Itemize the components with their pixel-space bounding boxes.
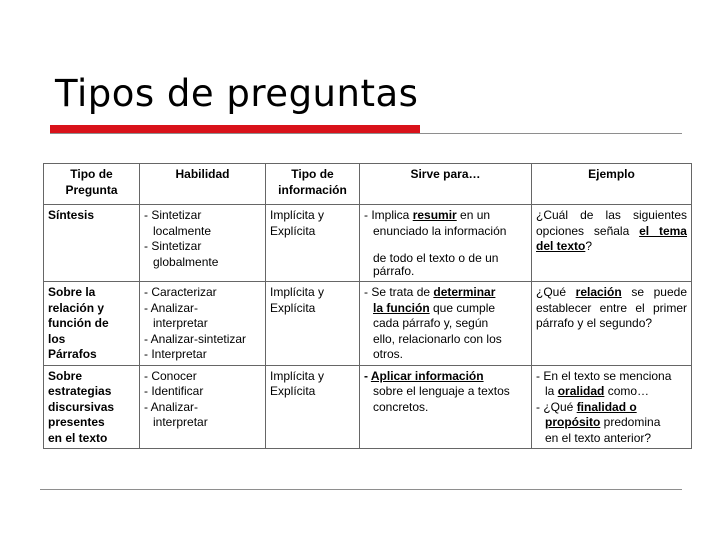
table-row [44, 205, 692, 282]
cell-ejemplo [532, 365, 692, 449]
cell-ejemplo [532, 282, 692, 366]
cell-line [536, 400, 687, 416]
cell-line: presentes [48, 415, 105, 429]
cell-ejemplo [532, 205, 692, 282]
cell-line: otros. [373, 347, 404, 361]
cell-tipo [44, 282, 140, 366]
footer-rule [40, 489, 682, 490]
cell-line: interpretar [153, 415, 208, 429]
cell-info [266, 282, 360, 366]
cell-line: concretos. [373, 399, 429, 414]
cell-line: Implícita y [270, 285, 325, 299]
cell-info [266, 365, 360, 449]
text-run: predomina [600, 415, 661, 429]
cell-line: enunciado la información [373, 223, 507, 238]
cell-line: - Analizar- [144, 399, 199, 414]
cell-tipo [44, 365, 140, 449]
cell-line: Sobre [48, 368, 83, 383]
cell-line: - Analizar- [144, 300, 199, 315]
cell-line: sobre el lenguaje a textos [373, 384, 510, 398]
keyword: la función [373, 300, 430, 315]
cell-line: Implícita y [270, 368, 325, 383]
text-run: como… [604, 384, 650, 398]
cell-line: Explícita [270, 223, 316, 238]
cell-line: los [48, 331, 66, 346]
cell-line: - Sintetizar [144, 239, 202, 253]
cell-line [364, 301, 527, 317]
cell-line: - Caracterizar [144, 285, 217, 299]
keyword: oralidad [557, 384, 605, 398]
cell-line: - Identificar [144, 384, 204, 398]
cell-line: ello, relacionarlo con los [373, 331, 502, 346]
cell-line: globalmente [153, 254, 219, 269]
cell-line: relación y [48, 300, 105, 315]
keyword: determinar [433, 285, 496, 299]
table-header-row [44, 164, 692, 205]
cell-line: - Sintetizar [144, 208, 202, 222]
cell-line: - Interpretar [144, 347, 207, 361]
text-run: - ¿Qué [536, 399, 577, 414]
cell-line: interpretar [153, 316, 208, 330]
keyword: resumir [412, 208, 457, 222]
cell-line: cada párrafo y, según [373, 316, 489, 330]
text-run: ¿Qué [536, 285, 576, 299]
header-habilidad: Habilidad [140, 164, 266, 205]
cell-line: Implícita y [270, 208, 325, 222]
page-title: Tipos de preguntas [55, 72, 419, 115]
cell-line [364, 369, 527, 385]
text-run: - Implica [364, 208, 413, 222]
cell-line: función de [48, 316, 109, 330]
cell-line: - Analizar-sintetizar [144, 331, 247, 346]
cell-line: Explícita [270, 300, 316, 315]
cell-line: - Conocer [144, 368, 197, 383]
table-row [44, 365, 692, 449]
keyword: Aplicar información [370, 368, 484, 383]
text-run: se puede establecer entre el primer párrafo y el segundo? [536, 285, 687, 330]
header-tipo: Tipo de Pregunta [44, 164, 140, 205]
cell-line: en el texto anterior? [545, 430, 652, 445]
cell-line: Párrafos [48, 347, 97, 361]
cell-line [536, 384, 687, 400]
cell-line: párrafo. [373, 263, 415, 278]
header-info: Tipo de información [266, 164, 360, 205]
cell-line: de todo el texto o de un [373, 251, 499, 265]
cell-line [536, 415, 687, 431]
cell-line [364, 208, 527, 224]
table-row [44, 282, 692, 366]
cell-tipo: Síntesis [44, 205, 140, 282]
cell-line: Sobre la [48, 285, 96, 299]
cell-sirve [360, 205, 532, 282]
cell-line: Explícita [270, 384, 316, 398]
cell-line [364, 285, 527, 301]
cell-line: localmente [153, 223, 212, 238]
text-run: la [545, 384, 558, 398]
cell-habilidad [140, 205, 266, 282]
text-run: ? [585, 239, 593, 253]
text-run: - Se trata de [364, 285, 434, 299]
questions-table [43, 163, 692, 449]
cell-habilidad [140, 282, 266, 366]
cell-sirve [360, 282, 532, 366]
text-run: que cumple [429, 300, 496, 315]
text-run: - [364, 368, 371, 383]
cell-line: estrategias [48, 384, 112, 398]
header-ejemplo: Ejemplo [532, 164, 692, 205]
keyword: relación [575, 285, 622, 299]
title-rule [50, 133, 682, 134]
cell-line: en el texto [48, 430, 108, 445]
cell-info [266, 205, 360, 282]
keyword: propósito [545, 415, 601, 429]
cell-line: discursivas [48, 399, 115, 414]
keyword: el tema del texto [536, 223, 687, 253]
title-accent-bar [50, 125, 420, 133]
cell-line: - En el texto se menciona [536, 368, 672, 383]
text-run: ¿Cuál de las siguientes opciones señala [536, 208, 687, 238]
cell-habilidad [140, 365, 266, 449]
header-sirve: Sirve para… [360, 164, 532, 205]
keyword: finalidad o [576, 399, 637, 414]
cell-sirve [360, 365, 532, 449]
text-run: en un [456, 208, 491, 222]
